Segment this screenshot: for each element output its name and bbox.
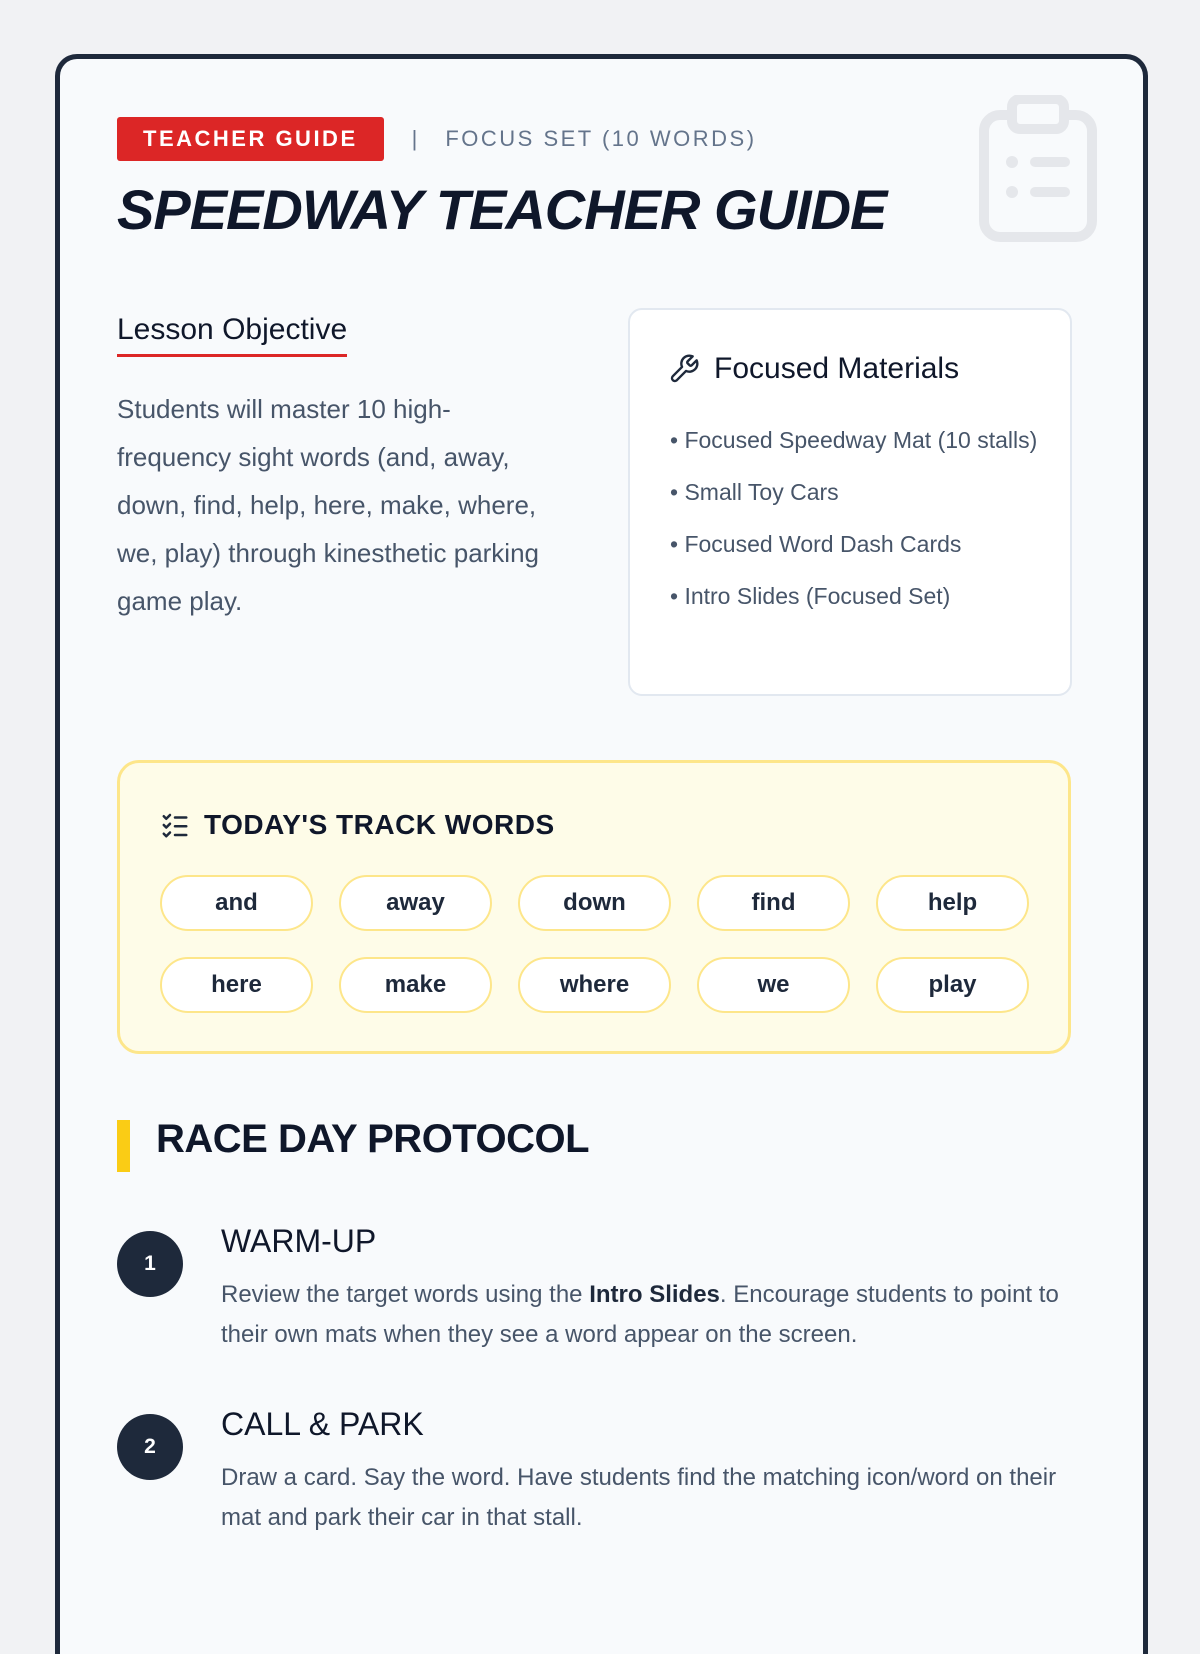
materials-panel bbox=[628, 308, 1072, 696]
materials-header bbox=[668, 352, 959, 386]
clipboard-icon bbox=[978, 95, 1098, 243]
step-title: WARM-UP bbox=[221, 1223, 377, 1259]
step-number: 2 bbox=[117, 1414, 183, 1480]
materials-heading: Focused Materials bbox=[714, 352, 960, 385]
word-chip-help: help bbox=[876, 875, 1029, 931]
word-chip-where: where bbox=[518, 957, 671, 1013]
header-separator: | bbox=[411, 126, 418, 151]
word-chip-here: here bbox=[160, 957, 313, 1013]
word-chip-away: away bbox=[339, 875, 492, 931]
word-chip-make: make bbox=[339, 957, 492, 1013]
list-item: • Focused Word Dash Cards bbox=[670, 531, 962, 557]
wrench-icon bbox=[668, 353, 700, 385]
word-chips bbox=[160, 875, 1030, 1013]
list-item: • Focused Speedway Mat (10 stalls) bbox=[670, 427, 1038, 453]
page-title: SPEEDWAY TEACHER GUIDE bbox=[117, 178, 887, 241]
word-chip-and: and bbox=[160, 875, 313, 931]
track-words-heading: TODAY'S TRACK WORDS bbox=[204, 809, 555, 840]
step-title: CALL & PARK bbox=[221, 1406, 424, 1442]
teacher-guide-card bbox=[55, 54, 1148, 1654]
checklist-icon bbox=[160, 810, 190, 840]
word-chip-play: play bbox=[876, 957, 1029, 1013]
word-chip-we: we bbox=[697, 957, 850, 1013]
lesson-objective-text: Students will master 10 high-frequency sight words (and, away, down, find, help, here, make, where, we, play) through kinesthetic parking game play. bbox=[117, 394, 540, 616]
track-words-header bbox=[160, 809, 555, 841]
lesson-objective-heading: Lesson Objective bbox=[117, 313, 347, 357]
focus-set-label: FOCUS SET (10 WORDS) bbox=[445, 126, 757, 151]
word-chip-down: down bbox=[518, 875, 671, 931]
list-item: • Intro Slides (Focused Set) bbox=[670, 583, 951, 609]
protocol-accent-bar bbox=[117, 1120, 130, 1172]
word-chip-find: find bbox=[697, 875, 850, 931]
track-words-box bbox=[117, 760, 1071, 1054]
step-text: Draw a card. Say the word. Have students find the matching icon/word on their mat and park their car in that stall. bbox=[221, 1464, 1057, 1531]
materials-list bbox=[670, 420, 1040, 628]
teacher-guide-badge: TEACHER GUIDE bbox=[117, 117, 384, 161]
list-item: • Small Toy Cars bbox=[670, 479, 839, 505]
step-number: 1 bbox=[117, 1231, 183, 1297]
protocol-heading: RACE DAY PROTOCOL bbox=[156, 1117, 590, 1161]
header-row bbox=[117, 117, 757, 161]
step-text: Review the target words using the Intro Slides. Encourage students to point to their own mats when they see a word appear on the screen. bbox=[221, 1281, 1059, 1348]
intro-slides-emphasis: Intro Slides bbox=[589, 1281, 720, 1308]
